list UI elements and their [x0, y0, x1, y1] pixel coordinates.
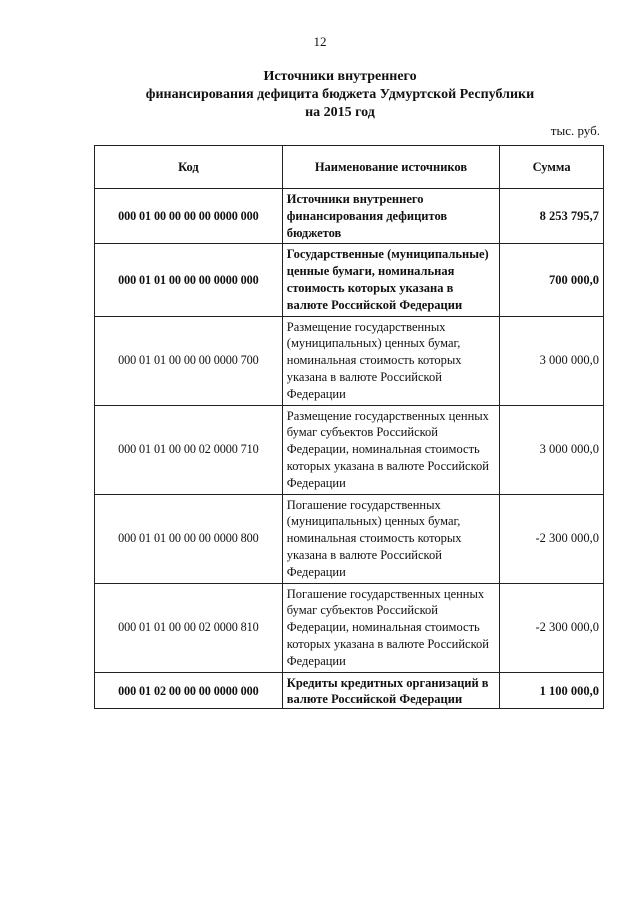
table-row — [95, 244, 604, 316]
title-line-2: финансирования дефицита бюджета Удмуртской Республики — [145, 87, 535, 102]
row-name: Размещение государственных ценных бумаг субъектов Российской Федерации, номинальная стоимость которых указана в валюте Российской Федерации — [282, 405, 499, 494]
row-code: 000 01 01 00 00 00 0000 800 — [95, 494, 283, 583]
row-sum: 1 100 000,0 — [500, 672, 604, 709]
row-code: 000 01 01 00 00 00 0000 700 — [95, 316, 283, 405]
row-name: Государственные (муниципальные) ценные бумаги, номинальная стоимость которых указана в валюте Российской Федерации — [282, 244, 499, 316]
row-code: 000 01 01 00 00 02 0000 810 — [95, 583, 283, 672]
table-row — [95, 316, 604, 405]
table-row — [95, 672, 604, 709]
financing-sources-table — [94, 145, 604, 709]
header-sum: Сумма — [500, 146, 604, 189]
row-code: 000 01 01 00 00 02 0000 710 — [95, 405, 283, 494]
units-label: тыс. руб. — [550, 123, 600, 138]
title-line-3: на 2015 год — [305, 105, 375, 120]
row-sum: 8 253 795,7 — [500, 189, 604, 244]
row-code: 000 01 01 00 00 00 0000 000 — [95, 244, 283, 316]
title-line-1: Источники внутреннего — [263, 69, 417, 84]
row-sum: 700 000,0 — [500, 244, 604, 316]
row-sum: -2 300 000,0 — [500, 583, 604, 672]
row-code: 000 01 02 00 00 00 0000 000 — [95, 672, 283, 709]
row-name: Источники внутреннего финансирования дефицитов бюджетов — [282, 189, 499, 244]
header-name: Наименование источников — [282, 146, 499, 189]
header-code: Код — [95, 146, 283, 189]
page-number: 12 — [313, 34, 327, 49]
row-name: Кредиты кредитных организаций в валюте Российской Федерации — [282, 672, 499, 709]
row-name: Размещение государственных (муниципальных) ценных бумаг, номинальная стоимость которых указана в валюте Российской Федерации — [282, 316, 499, 405]
table-row — [95, 583, 604, 672]
row-sum: 3 000 000,0 — [500, 405, 604, 494]
row-sum: -2 300 000,0 — [500, 494, 604, 583]
row-code: 000 01 00 00 00 00 0000 000 — [95, 189, 283, 244]
table-row — [95, 405, 604, 494]
row-sum: 3 000 000,0 — [500, 316, 604, 405]
document-title — [60, 68, 620, 122]
table-row — [95, 494, 604, 583]
row-name: Погашение государственных (муниципальных) ценных бумаг, номинальная стоимость которых указана в валюте Российской Федерации — [282, 494, 499, 583]
table-row — [95, 189, 604, 244]
row-name: Погашение государственных ценных бумаг субъектов Российской Федерации, номинальная стоимость которых указана в валюте Российской Федерации — [282, 583, 499, 672]
table-header-row — [95, 146, 604, 189]
